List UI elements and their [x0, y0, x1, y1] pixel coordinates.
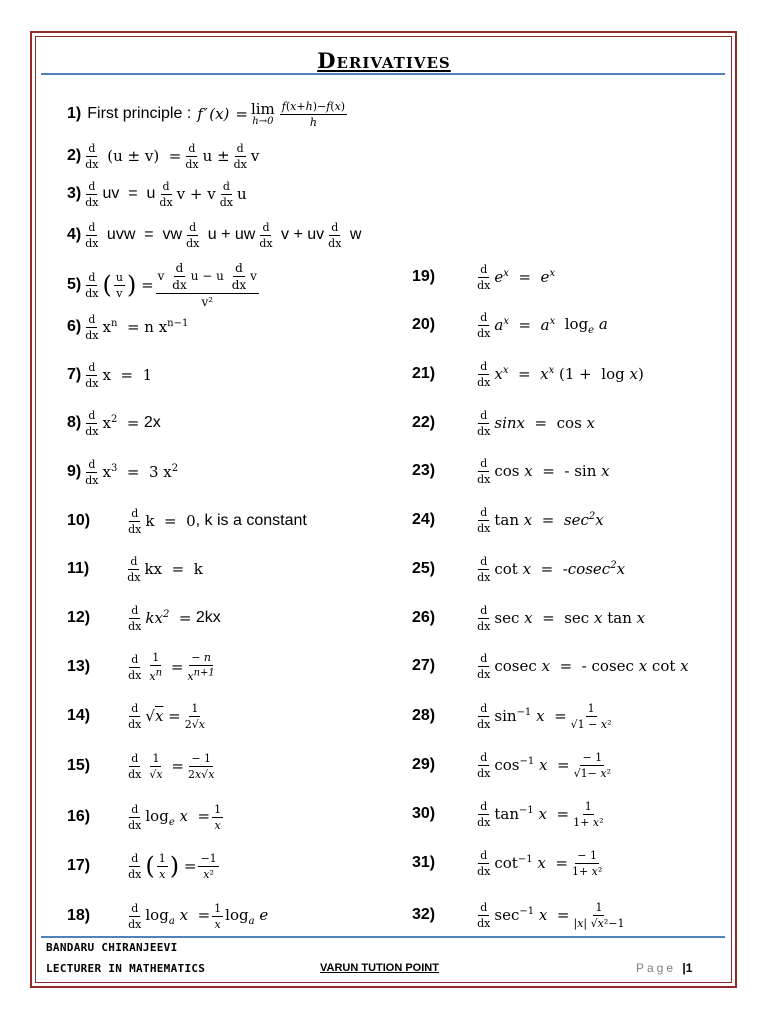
formula-expression: $\frac{d}{dx}$ $\sin^{-1} x$ = $\frac{1}{\text{√1 − x²}}$ — [477, 701, 612, 731]
formula-21 — [412, 354, 644, 394]
formula-number: 6) — [67, 318, 82, 335]
formula-16 — [67, 797, 225, 837]
formula-number: 26) — [412, 609, 436, 626]
formula-31 — [412, 843, 606, 883]
formula-expression: $\frac{d}{dx}$ $\frac{1}{x^n}$ = $\frac{- n}{x^{n+1}}$ — [128, 651, 215, 683]
formula-number: 11) — [67, 560, 90, 577]
formula-expression: $\frac{d}{dx}$ sinx = cos x — [477, 408, 596, 438]
formula-expression: $\frac{d}{dx}$ $\log_a x$ = $\frac{1}{x}$ $\log_a e$ — [128, 901, 269, 931]
formula-32 — [412, 895, 628, 935]
formula-28 — [412, 696, 616, 736]
formula-number: 8) — [67, 414, 82, 431]
formula-number: 14) — [67, 707, 91, 724]
formula-expression: $\frac{d}{dx}$ ( $\frac{u}{v}$ ) = v $\frac{d}{dx}$ u − u $\frac{d}{dx}$ v v² — [85, 261, 257, 309]
formula-number: 20) — [412, 316, 436, 333]
footer-author: BANDARU CHIRANJEEVI — [46, 941, 178, 954]
formula-expression: $\frac{d}{dx}$ (u ± v) = $\frac{d}{dx}$ u ± $\frac{d}{dx}$ v — [85, 141, 260, 171]
formula-number: 16) — [67, 808, 91, 825]
formula-expression: $\frac{d}{dx}$ $\sec^{-1} x$ = $\frac{1}{\text{|x| √x²−1}}$ — [477, 900, 625, 930]
formula-number: 2) — [67, 147, 82, 164]
formula-expression: $\frac{d}{dx}$ kx = k — [127, 554, 203, 584]
formula-number: 32) — [412, 906, 436, 923]
formula-24 — [412, 500, 604, 540]
formula-expression: $\frac{d}{dx}$ sec x = sec x tan x — [477, 603, 646, 633]
formula-expression: $\frac{d}{dx}$ $\frac{1}{√x}$ = $\frac{- 1}{2x√x}$ — [128, 751, 215, 781]
page-separator: | — [682, 961, 686, 975]
formula-expression: $\frac{d}{dx}$ $e^x$ = $e^x$ — [477, 262, 556, 292]
formula-11 — [67, 549, 203, 589]
footer-role: LECTURER IN MATHEMATICS — [46, 962, 206, 975]
formula-expression: $\frac{d}{dx}$ uv = u $\frac{d}{dx}$ v + v $\frac{d}{dx}$ u — [85, 179, 247, 209]
formula-expression: $\frac{d}{dx}$ √x = $\frac{1}{2√x}$ — [128, 701, 205, 731]
formula-3 — [67, 174, 247, 214]
formula-expression: $\frac{d}{dx}$ $x^n = n$ $x^{n-1}$ — [85, 312, 189, 342]
formula-expression: $\frac{d}{dx}$ $x^3 = 3$ $x^2$ — [85, 457, 179, 487]
formula-2 — [67, 136, 259, 176]
formula-number: 13) — [67, 658, 91, 675]
formula-text: First principle : — [87, 105, 192, 122]
formula-number: 23) — [412, 462, 436, 479]
formula-expression: $\frac{d}{dx}$ $x^2$ = 2x — [85, 408, 161, 438]
formula-number: 15) — [67, 757, 91, 774]
formula-6 — [67, 307, 188, 347]
formula-7 — [67, 355, 152, 395]
formula-expression: $\frac{d}{dx}$ $kx^2$ = 2kx — [128, 603, 221, 633]
formula-number: 28) — [412, 707, 436, 724]
page-title: Derivatives — [317, 48, 451, 73]
formula-18 — [67, 896, 268, 936]
footer-rule — [41, 936, 725, 938]
formula-25 — [412, 549, 625, 589]
formula-20 — [412, 305, 608, 345]
formula-expression: $\frac{d}{dx}$ $\cos^{-1} x$ = $\frac{- 1}{\text{√1− x²}}$ — [477, 750, 611, 780]
formula-expression: $\frac{d}{dx}$ cot x = - cosec$^2$x — [477, 554, 626, 584]
formula-expression: f ′ (x) = lim h→0 $\frac{f(x+h)-f(x)}{h}$ — [197, 99, 346, 129]
formula-number: 22) — [412, 414, 436, 431]
formula-expression: $\frac{d}{dx}$ k = 0 , k is a constant — [128, 506, 307, 536]
formula-expression: $\frac{d}{dx}$ ( $\frac{1}{x}$ ) = $\frac{-1}{\text{x²}}$ — [128, 851, 217, 881]
formula-12 — [67, 598, 221, 638]
formula-29 — [412, 745, 615, 785]
formula-number: 10) — [67, 512, 91, 529]
formula-expression: $\frac{d}{dx}$ uvw = vw $\frac{d}{dx}$ u + uw $\frac{d}{dx}$ v + uv $\frac{d}{dx}$ w — [85, 220, 362, 250]
formula-expression: $\frac{d}{dx}$ cosec x = - cosec x cot x — [477, 651, 689, 681]
formula-number: 17) — [67, 857, 91, 874]
formula-9 — [67, 452, 178, 492]
formula-expression: $\frac{d}{dx}$ $a^x$ = $a^x$ $\log_e a$ — [477, 310, 608, 340]
formula-number: 7) — [67, 366, 82, 383]
formula-10 — [67, 501, 307, 541]
formula-22 — [412, 403, 595, 443]
formula-15 — [67, 746, 218, 786]
formula-number: 4) — [67, 226, 82, 243]
page-number — [636, 961, 692, 975]
formula-number: 30) — [412, 805, 436, 822]
formula-26 — [412, 598, 645, 638]
formula-number: 25) — [412, 560, 436, 577]
formula-expression: $\frac{d}{dx}$ $x^x$ = $x^x$ (1 + log x) — [477, 359, 644, 389]
formula-number: 21) — [412, 365, 436, 382]
formula-number: 19) — [412, 268, 436, 285]
header-rule — [41, 73, 725, 75]
formula-number: 24) — [412, 511, 436, 528]
page-label: Page — [636, 961, 677, 975]
formula-13 — [67, 647, 219, 687]
formula-23 — [412, 451, 610, 491]
footer-institute: VARUN TUTION POINT — [320, 962, 439, 974]
formula-expression: $\frac{d}{dx}$ cos x = - sin x — [477, 456, 610, 486]
formula-note: , k is a constant — [195, 512, 307, 529]
formula-4 — [67, 215, 361, 255]
formula-number: 12) — [67, 609, 91, 626]
formula-expression: $\frac{d}{dx}$ $\tan^{-1} x$ = $\frac{1}{\text{1+ x²}}$ — [477, 799, 604, 829]
formula-30 — [412, 794, 607, 834]
page-number-value: 1 — [685, 961, 693, 975]
formula-number: 18) — [67, 907, 91, 924]
formula-number: 1) — [67, 105, 82, 122]
formula-number: 27) — [412, 657, 436, 674]
formula-number: 3) — [67, 185, 82, 202]
formula-expression: $\frac{d}{dx}$ x = 1 — [85, 360, 153, 390]
formula-number: 29) — [412, 756, 436, 773]
formula-expression: $\frac{d}{dx}$ $\log_e x$ = $\frac{1}{x}$ — [128, 802, 222, 832]
formula-number: 9) — [67, 463, 82, 480]
formula-8 — [67, 403, 161, 443]
formula-number: 5) — [67, 276, 82, 293]
formula-expression: $\frac{d}{dx}$ $\cot^{-1} x$ = $\frac{- 1}{\text{1+ x²}}$ — [477, 848, 603, 878]
formula-19 — [412, 257, 555, 297]
formula-14 — [67, 696, 209, 736]
formula-17 — [67, 846, 221, 886]
formula-1 — [67, 94, 349, 134]
formula-5 — [67, 261, 261, 309]
formula-number: 31) — [412, 854, 436, 871]
formula-expression: $\frac{d}{dx}$ tan x = $\sec^2x$ — [477, 505, 604, 535]
formula-27 — [412, 646, 689, 686]
